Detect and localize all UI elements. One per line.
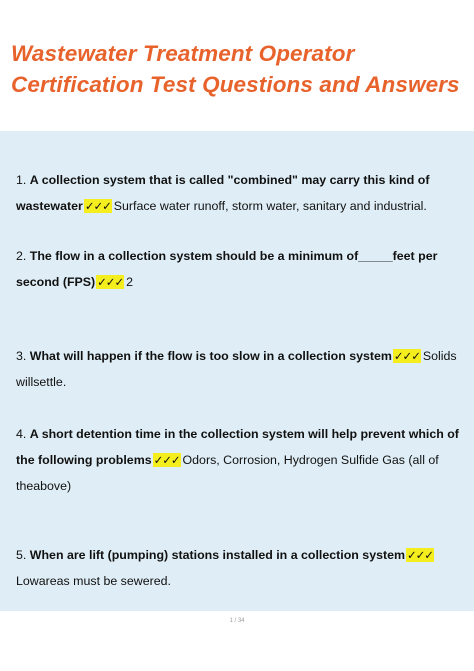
question-number: 1. xyxy=(16,173,27,187)
question-text: What will happen if the flow is too slow in a collection system xyxy=(29,349,392,363)
question-number: 2. xyxy=(16,249,27,263)
question-number: 5. xyxy=(16,548,27,562)
page-indicator: 1 / 34 xyxy=(229,618,245,624)
qa-item xyxy=(16,343,460,395)
page-footer xyxy=(0,611,474,671)
question-number: 3. xyxy=(16,349,27,363)
question-text: When are lift (pumping) stations installed in a collection system xyxy=(29,548,406,562)
answer-text: Lowareas must be sewered. xyxy=(16,574,171,588)
check-mark-icon: ✓✓✓ xyxy=(84,199,111,213)
title-banner xyxy=(8,36,466,131)
answer-text: Surface water runoff, storm water, sanitary and industrial. xyxy=(113,199,427,213)
qa-item xyxy=(16,167,460,219)
answer-text: Solids willsettle. xyxy=(16,349,457,389)
question-text: The flow in a collection system should be a minimum of_____feet per second (FPS) xyxy=(16,249,438,289)
check-mark-icon: ✓✓✓ xyxy=(407,548,433,562)
question-text: A collection system that is called "combined" may carry this kind of wastewater xyxy=(16,173,430,213)
check-mark-icon: ✓✓✓ xyxy=(393,349,420,363)
qa-item xyxy=(16,542,460,594)
check-mark-icon: ✓✓✓ xyxy=(97,275,124,289)
answer-text: Odors, Corrosion, Hydrogen Sulfide Gas (all of theabove) xyxy=(16,453,439,493)
check-mark-icon: ✓✓✓ xyxy=(153,453,180,467)
question-text: A short detention time in the collection system will help prevent which of the following problems xyxy=(16,427,459,467)
answer-text: 2 xyxy=(126,275,133,289)
qa-item xyxy=(16,421,460,499)
question-number: 4. xyxy=(16,427,27,441)
document-title: Wastewater Treatment Operator Certification Test Questions and Answers xyxy=(11,41,460,97)
qa-item xyxy=(16,243,460,295)
qa-content xyxy=(0,131,474,611)
